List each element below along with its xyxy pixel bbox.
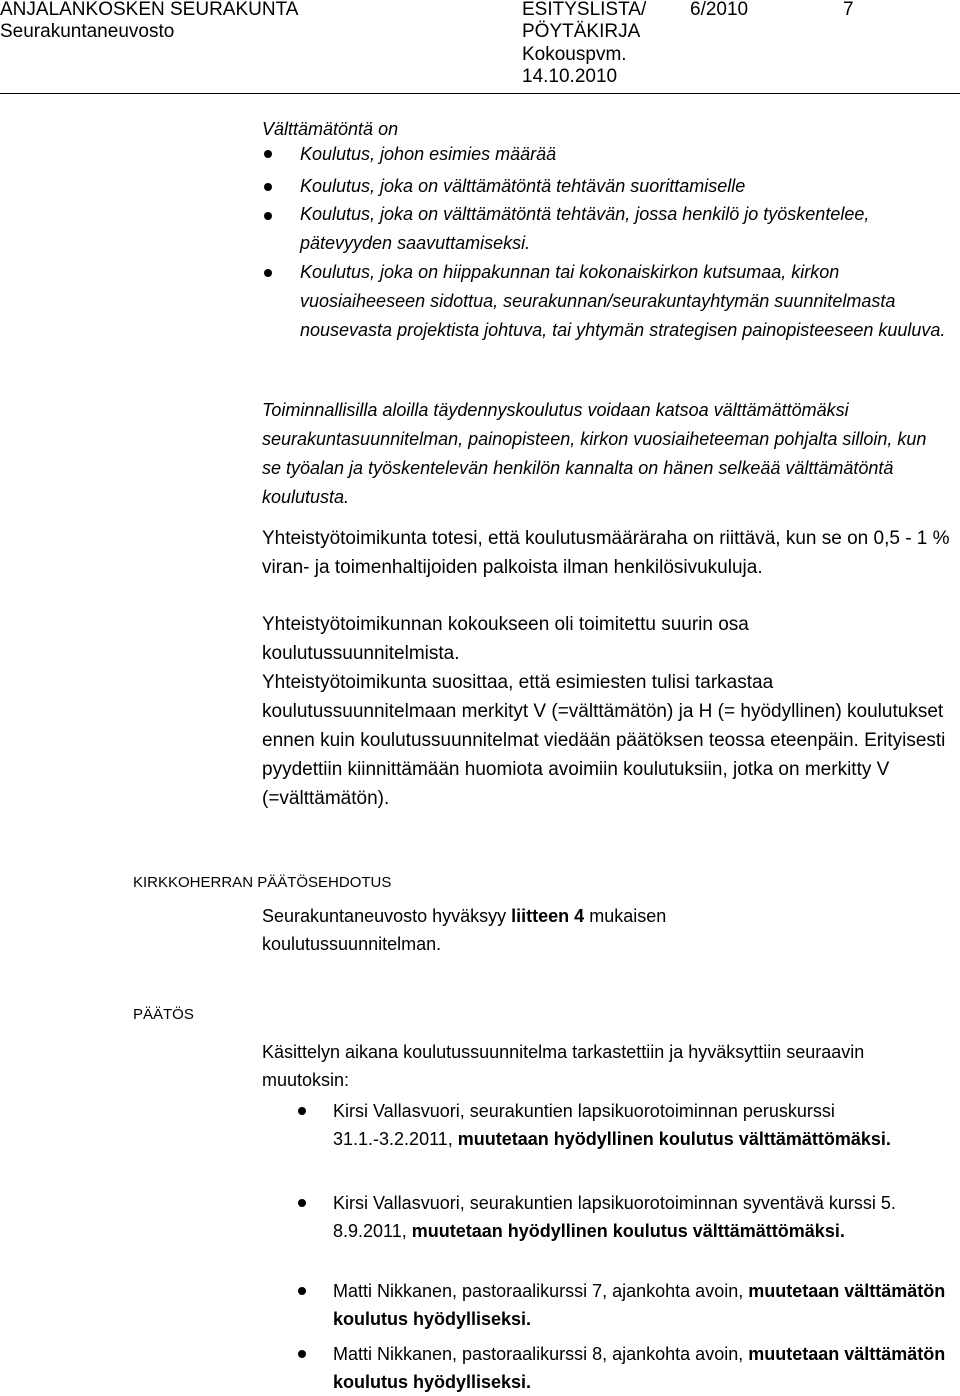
operational-paragraph: Toiminnallisilla aloilla täydennyskoulutus voidaan katsoa välttämättömäksi seurakuntasuunnitelman, painopisteen, kirkon vuosiaiheteeman pohjalta silloin, kun se työalan ja työskentelevän henkilön kannalta on hänen selkeää välttämätöntä koulutusta. <box>262 400 927 507</box>
decision-label: PÄÄTÖS <box>133 1006 194 1023</box>
header-doc-type-2: PÖYTÄKIRJA <box>522 21 641 42</box>
decision-item <box>333 1097 945 1153</box>
essential-item: Koulutus, johon esimies määrää <box>300 144 557 164</box>
bullet-icon <box>264 150 272 158</box>
proposal-text-start: Seurakuntaneuvosto hyväksyy <box>262 906 507 926</box>
header-body: Seurakuntaneuvosto <box>0 21 175 42</box>
bullet-icon <box>298 1350 306 1358</box>
header-issue: 6/2010 <box>690 0 749 20</box>
bullet-icon <box>298 1287 306 1295</box>
proposal-text-end: mukaisen koulutussuunnitelman. <box>262 906 667 954</box>
bullet-icon <box>264 183 272 191</box>
bullet-icon <box>298 1199 306 1207</box>
header-org: ANJALANKOSKEN SEURAKUNTA <box>0 0 299 20</box>
essential-item: Koulutus, joka on välttämätöntä tehtävän, jossa henkilö jo työskentelee, pätevyyden saavuttamiseksi. <box>300 204 870 253</box>
essential-heading: Välttämätöntä on <box>262 119 399 139</box>
decision-item <box>333 1340 955 1396</box>
committee-paragraph-received: Yhteistyötoimikunnan kokoukseen oli toimitettu suurin osa koulutussuunnitelmista. <box>262 614 749 664</box>
header-doc-type-1: ESITYSLISTA/ <box>522 0 647 20</box>
decision-item-text: Kirsi Vallasvuori, seurakuntien lapsikuorotoiminnan syventävä kurssi 5. 8.9.2011, <box>333 1193 896 1241</box>
committee-paragraph-allocation: Yhteistyötoimikunta totesi, että koulutusmääräraha on riittävä, kun se on 0,5 - 1 % viran- ja toimenhaltijoiden palkoista ilman henkilösivukuluja. <box>262 528 950 578</box>
proposal-text <box>262 902 782 958</box>
header-meeting-label: Kokouspvm. <box>522 44 627 65</box>
bullet-icon <box>298 1107 306 1115</box>
header-page-number: 7 <box>843 0 854 20</box>
bullet-icon <box>264 212 272 220</box>
decision-item <box>333 1189 945 1245</box>
bullet-icon <box>264 269 272 277</box>
proposal-attachment: liitteen 4 <box>511 906 585 926</box>
header-meeting-date: 14.10.2010 <box>522 66 618 87</box>
decision-item-change: muutetaan välttämätön koulutus hyödylliseksi. <box>333 1281 946 1329</box>
decision-item <box>333 1277 955 1333</box>
decision-intro: Käsittelyn aikana koulutussuunnitelma tarkastettiin ja hyväksyttiin seuraavin muutoksin: <box>262 1042 865 1090</box>
decision-item-change: muutetaan hyödyllinen koulutus välttämättömäksi. <box>411 1221 845 1241</box>
proposal-label: KIRKKOHERRAN PÄÄTÖSEHDOTUS <box>133 874 392 891</box>
decision-item-text: Kirsi Vallasvuori, seurakuntien lapsikuorotoiminnan peruskurssi 31.1.-3.2.2011, <box>333 1101 835 1149</box>
header-divider <box>0 93 960 94</box>
decision-item-text: Matti Nikkanen, pastoraalikurssi 7, ajankohta avoin, <box>333 1281 744 1301</box>
committee-paragraph-recommendation: Yhteistyötoimikunta suosittaa, että esimiesten tulisi tarkastaa koulutussuunnitelmaan merkityt V (=välttämätön) ja H (= hyödyllinen) koulutukset ennen kuin koulutussuunnitelmat viedään päätöksen teossa eteenpäin. Erityisesti pyydettiin kiinnittämään huomiota avoimiin koulutuksiin, jotka on merkitty V (=välttämätön). <box>262 672 946 809</box>
decision-item-change: muutetaan hyödyllinen koulutus välttämättömäksi. <box>457 1129 891 1149</box>
essential-item: Koulutus, joka on hiippakunnan tai kokonaiskirkon kutsumaa, kirkon vuosiaiheeseen sidottua, seurakunnan/seurakuntayhtymän suunnitelmasta nousevasta projektista johtuva, tai yhtymän strategisen painopisteeseen kuuluva. <box>300 262 946 340</box>
essential-item: Koulutus, joka on välttämätöntä tehtävän suorittamiselle <box>300 176 746 196</box>
decision-item-text: Matti Nikkanen, pastoraalikurssi 8, ajankohta avoin, <box>333 1344 744 1364</box>
decision-item-change: muutetaan välttämätön koulutus hyödylliseksi. <box>333 1344 946 1392</box>
